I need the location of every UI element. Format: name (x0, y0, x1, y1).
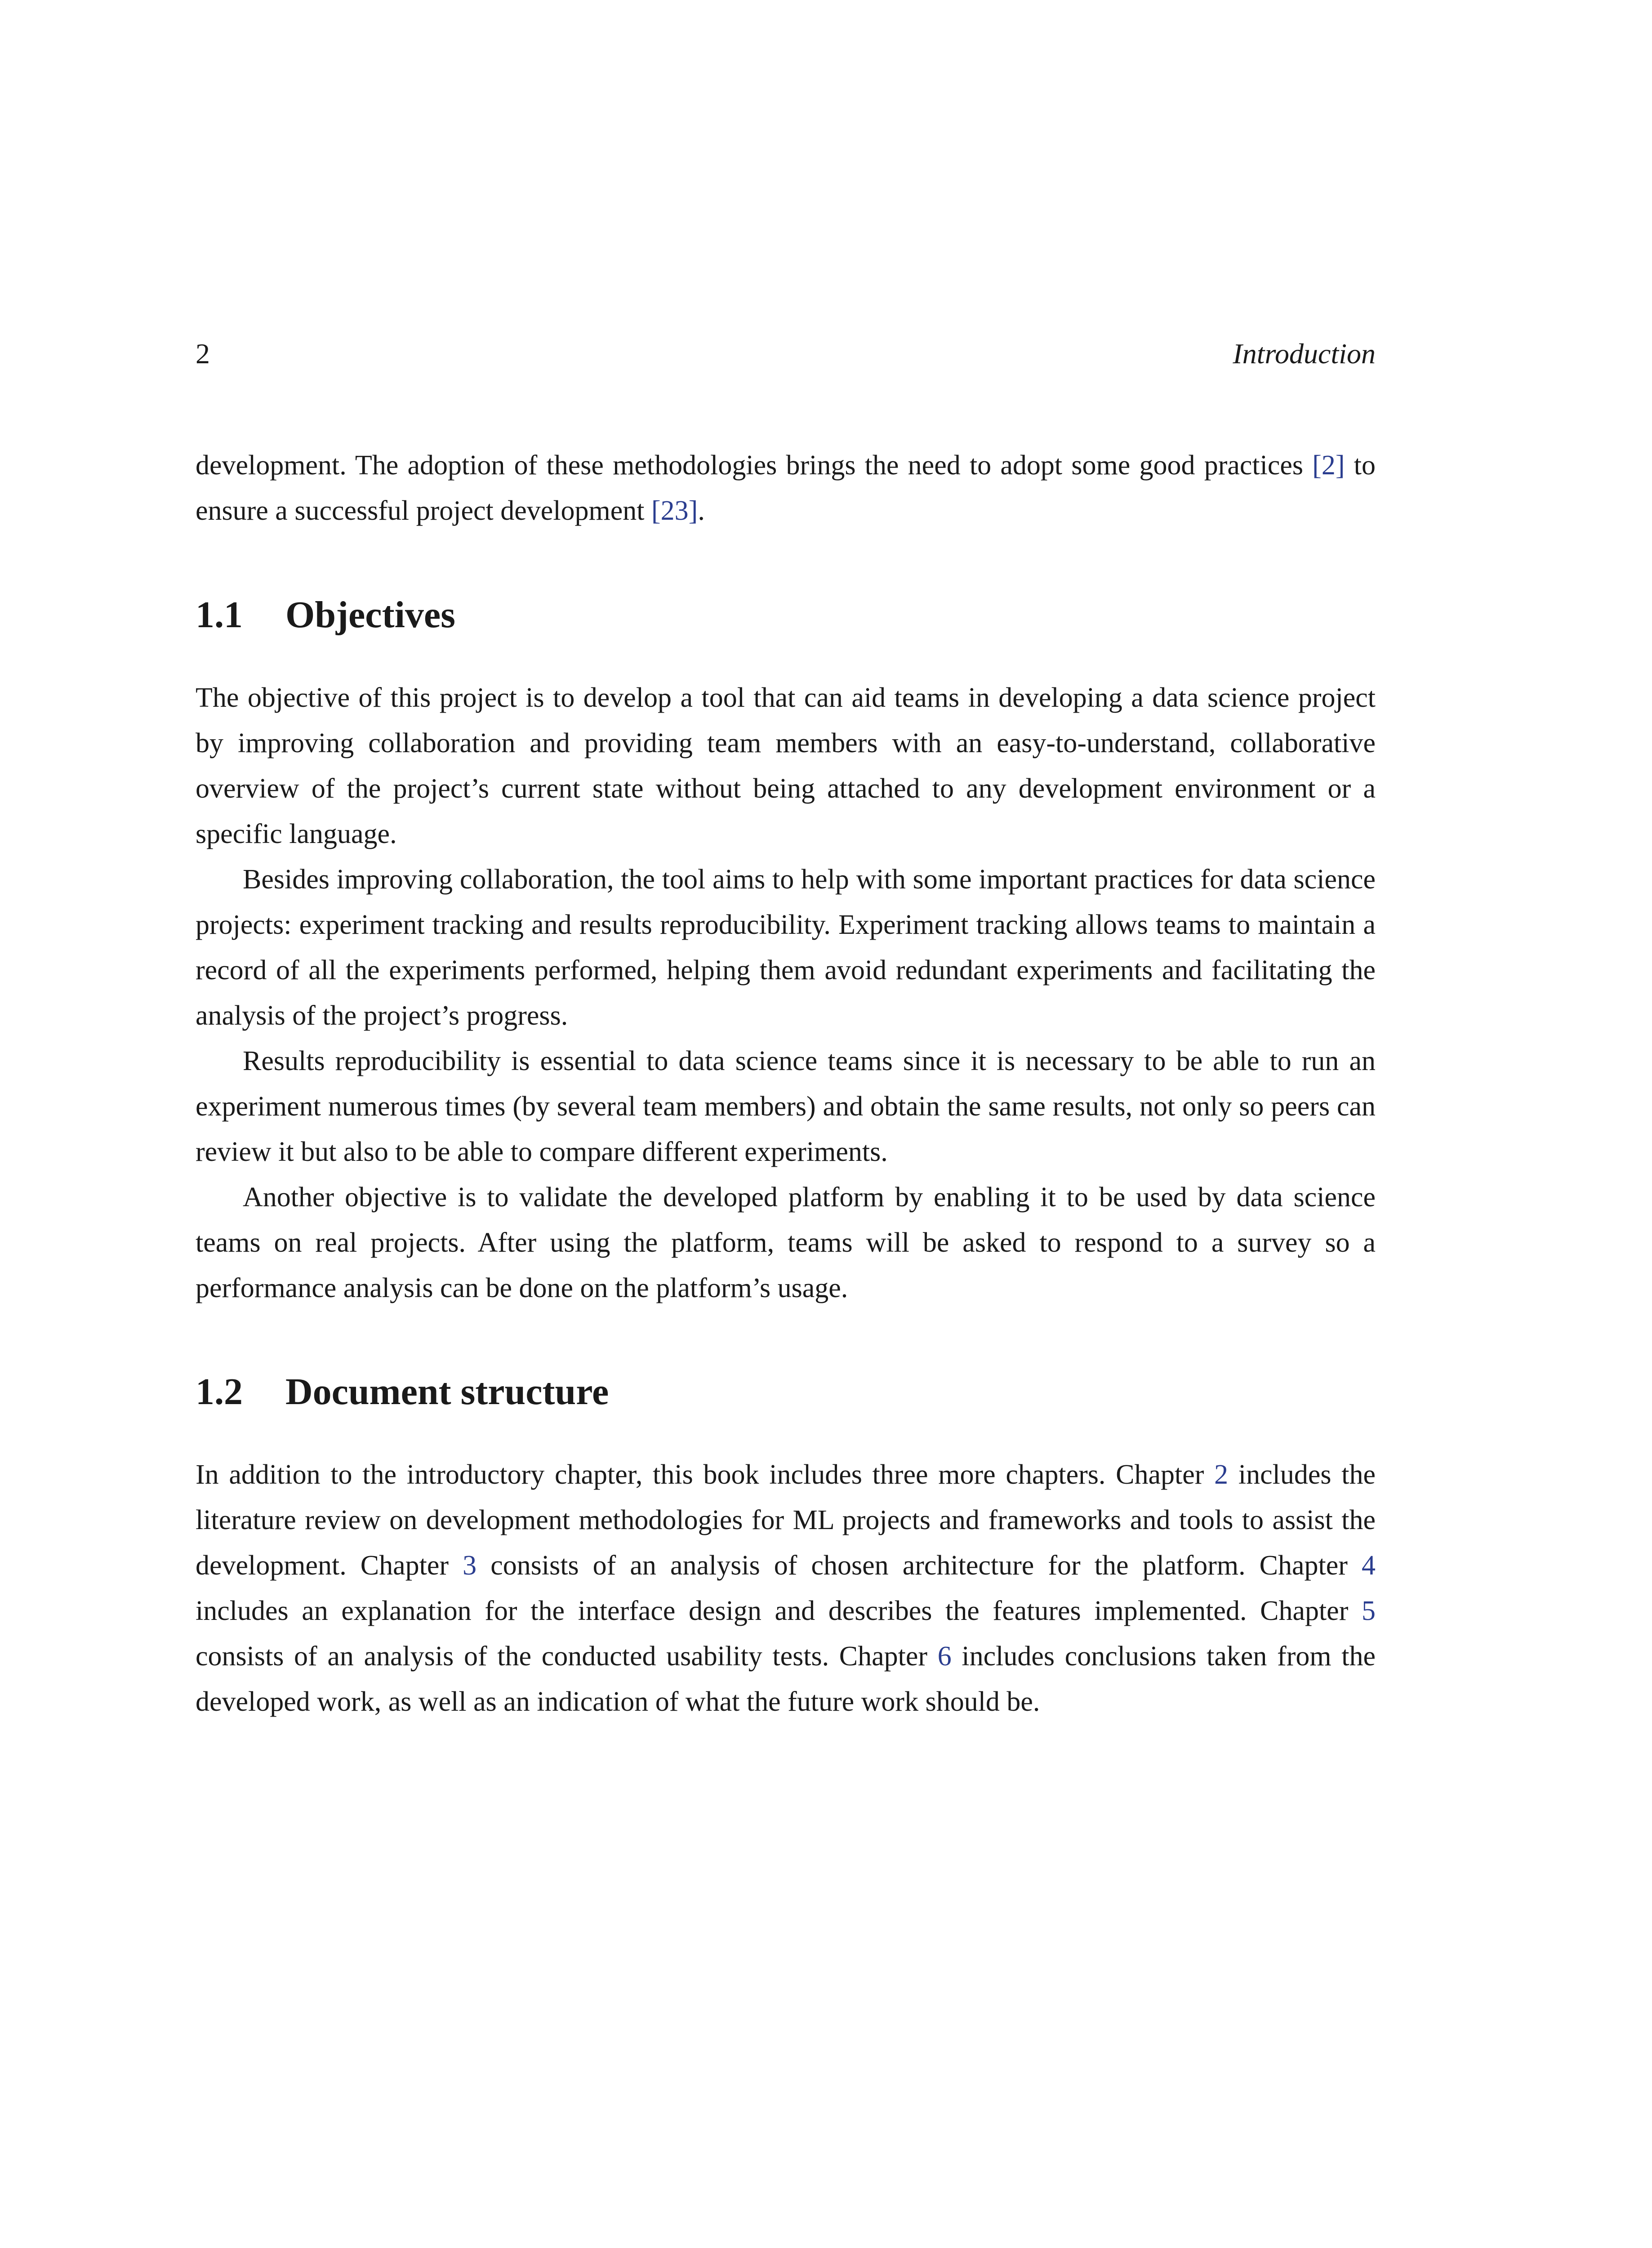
structure-text: In addition to the introductory chapter, this book includes three more chapters. Chapter (196, 1459, 1215, 1490)
continuation-paragraph (196, 443, 1376, 534)
chapter-link-3[interactable]: 3 (463, 1550, 477, 1581)
objectives-paragraph-3: Results reproducibility is essential to data science teams since it is necessary to be able to run an experiment numerous times (by several team members) and obtain the same results, not only so peers can review it but also to be able to compare different experiments. (196, 1046, 1376, 1167)
running-header (196, 334, 1376, 374)
structure-text: consists of an analysis of the conducted usability tests. Chapter (196, 1641, 938, 1672)
objectives-paragraph-1: The objective of this project is to develop a tool that can aid teams in developing a data science project by improving collaboration and providing team members with an easy-to-understand, collaborative overview of the project’s current state without being attached to any development environment or a specific language. (196, 682, 1376, 849)
chapter-link-6[interactable]: 6 (937, 1641, 952, 1672)
section-number: 1.2 (196, 1371, 243, 1413)
header-page-number: 2 (196, 338, 210, 370)
structure-text: includes an explanation for the interface design and describes the features implemented. Chapter (196, 1596, 1362, 1626)
continuation-text-line1: development. The adoption of these methodologies brings the need to adopt some good practices (196, 450, 1304, 481)
continuation-end: . (698, 495, 705, 526)
chapter-link-5[interactable]: 5 (1362, 1596, 1376, 1626)
section-heading-objectives (196, 593, 455, 638)
document-structure-body (196, 1452, 1376, 1725)
objectives-paragraph-2: Besides improving collaboration, the tool aims to help with some important practices for data science projects: experiment tracking and results reproducibility. Experiment tracking allows teams to maintain a record of all the experiments performed, helping them avoid redundant experiments and facilitating the analysis of the project’s progress. (196, 864, 1376, 1031)
objectives-paragraph-4: Another objective is to validate the developed platform by enabling it to be used by data science teams on real projects. After using the platform, teams will be asked to respond to a survey so a performance analysis can be done on the platform’s usage. (196, 1182, 1376, 1303)
section-title: Objectives (285, 594, 455, 636)
section-heading-document-structure (196, 1369, 609, 1414)
objectives-body (196, 675, 1376, 1311)
chapter-link-4[interactable]: 4 (1362, 1550, 1376, 1581)
citation-link-2[interactable]: [2] (1312, 450, 1345, 481)
section-title: Document structure (285, 1371, 609, 1413)
section-number: 1.1 (196, 594, 243, 636)
structure-text: consists of an analysis of chosen architecture for the platform. Chapter (476, 1550, 1362, 1581)
document-structure-paragraph (196, 1452, 1376, 1725)
continuation-text: to ensure a successful project development (196, 450, 1376, 526)
chapter-link-2[interactable]: 2 (1214, 1459, 1229, 1490)
structure-text: includes the literature review on development methodologies for ML projects and frameworks and tools to assist the development. Chapter (196, 1459, 1376, 1581)
structure-text: includes conclusions taken from the developed work, as well as an indication of what the future work should be. (196, 1641, 1376, 1717)
header-chapter-title: Introduction (1233, 338, 1376, 370)
citation-link-23[interactable]: [23] (651, 495, 698, 526)
